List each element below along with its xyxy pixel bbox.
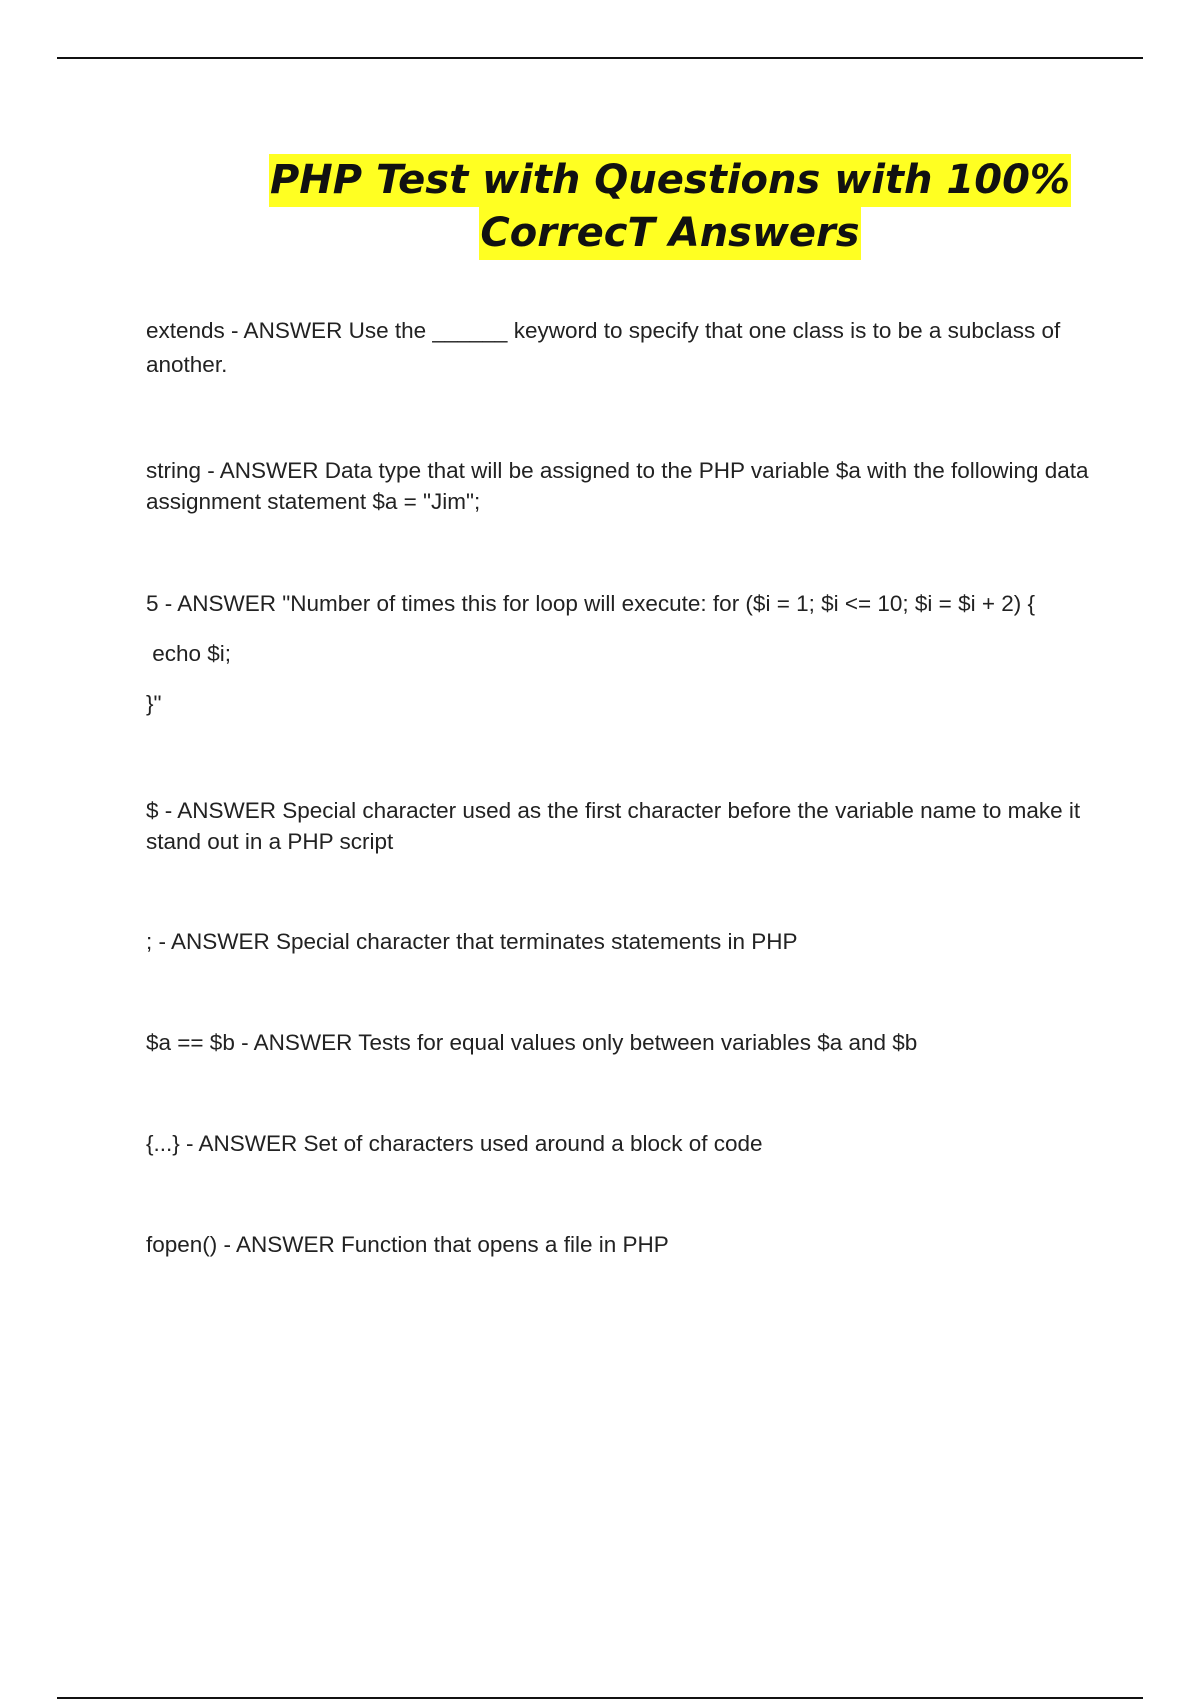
qa-item-fopen: fopen() - ANSWER Function that opens a file in PHP [146, 1232, 669, 1257]
qa-item-for-loop-line-2: echo $i; [146, 641, 232, 666]
qa-item-semicolon: ; - ANSWER Special character that terminates statements in PHP [146, 929, 798, 954]
qa-item-equality: $a == $b - ANSWER Tests for equal values only between variables $a and $b [146, 1030, 918, 1055]
qa-item-extends: extends - ANSWER Use the ______ keyword to specify that one class is to be a subclass of another. [146, 318, 1061, 377]
footer-rule [57, 1697, 1143, 1699]
qa-item-dollar: $ - ANSWER Special character used as the first character before the variable name to make it stand out in a PHP script [146, 798, 1081, 854]
qa-item-string: string - ANSWER Data type that will be assigned to the PHP variable $a with the following data assignment statement $a = "Jim"; [146, 458, 1089, 514]
qa-item-for-loop-line-3: }" [146, 691, 162, 716]
title-line-2: CorrecT Answers [479, 207, 860, 260]
document-title [150, 154, 1190, 260]
header-rule [57, 57, 1143, 59]
qa-item-braces: {...} - ANSWER Set of characters used around a block of code [146, 1131, 763, 1156]
title-line-1: PHP Test with Questions with 100% [269, 154, 1071, 207]
qa-item-for-loop-line-1: 5 - ANSWER "Number of times this for loop will execute: for ($i = 1; $i <= 10; $i = $i + 2) { [146, 591, 1036, 616]
